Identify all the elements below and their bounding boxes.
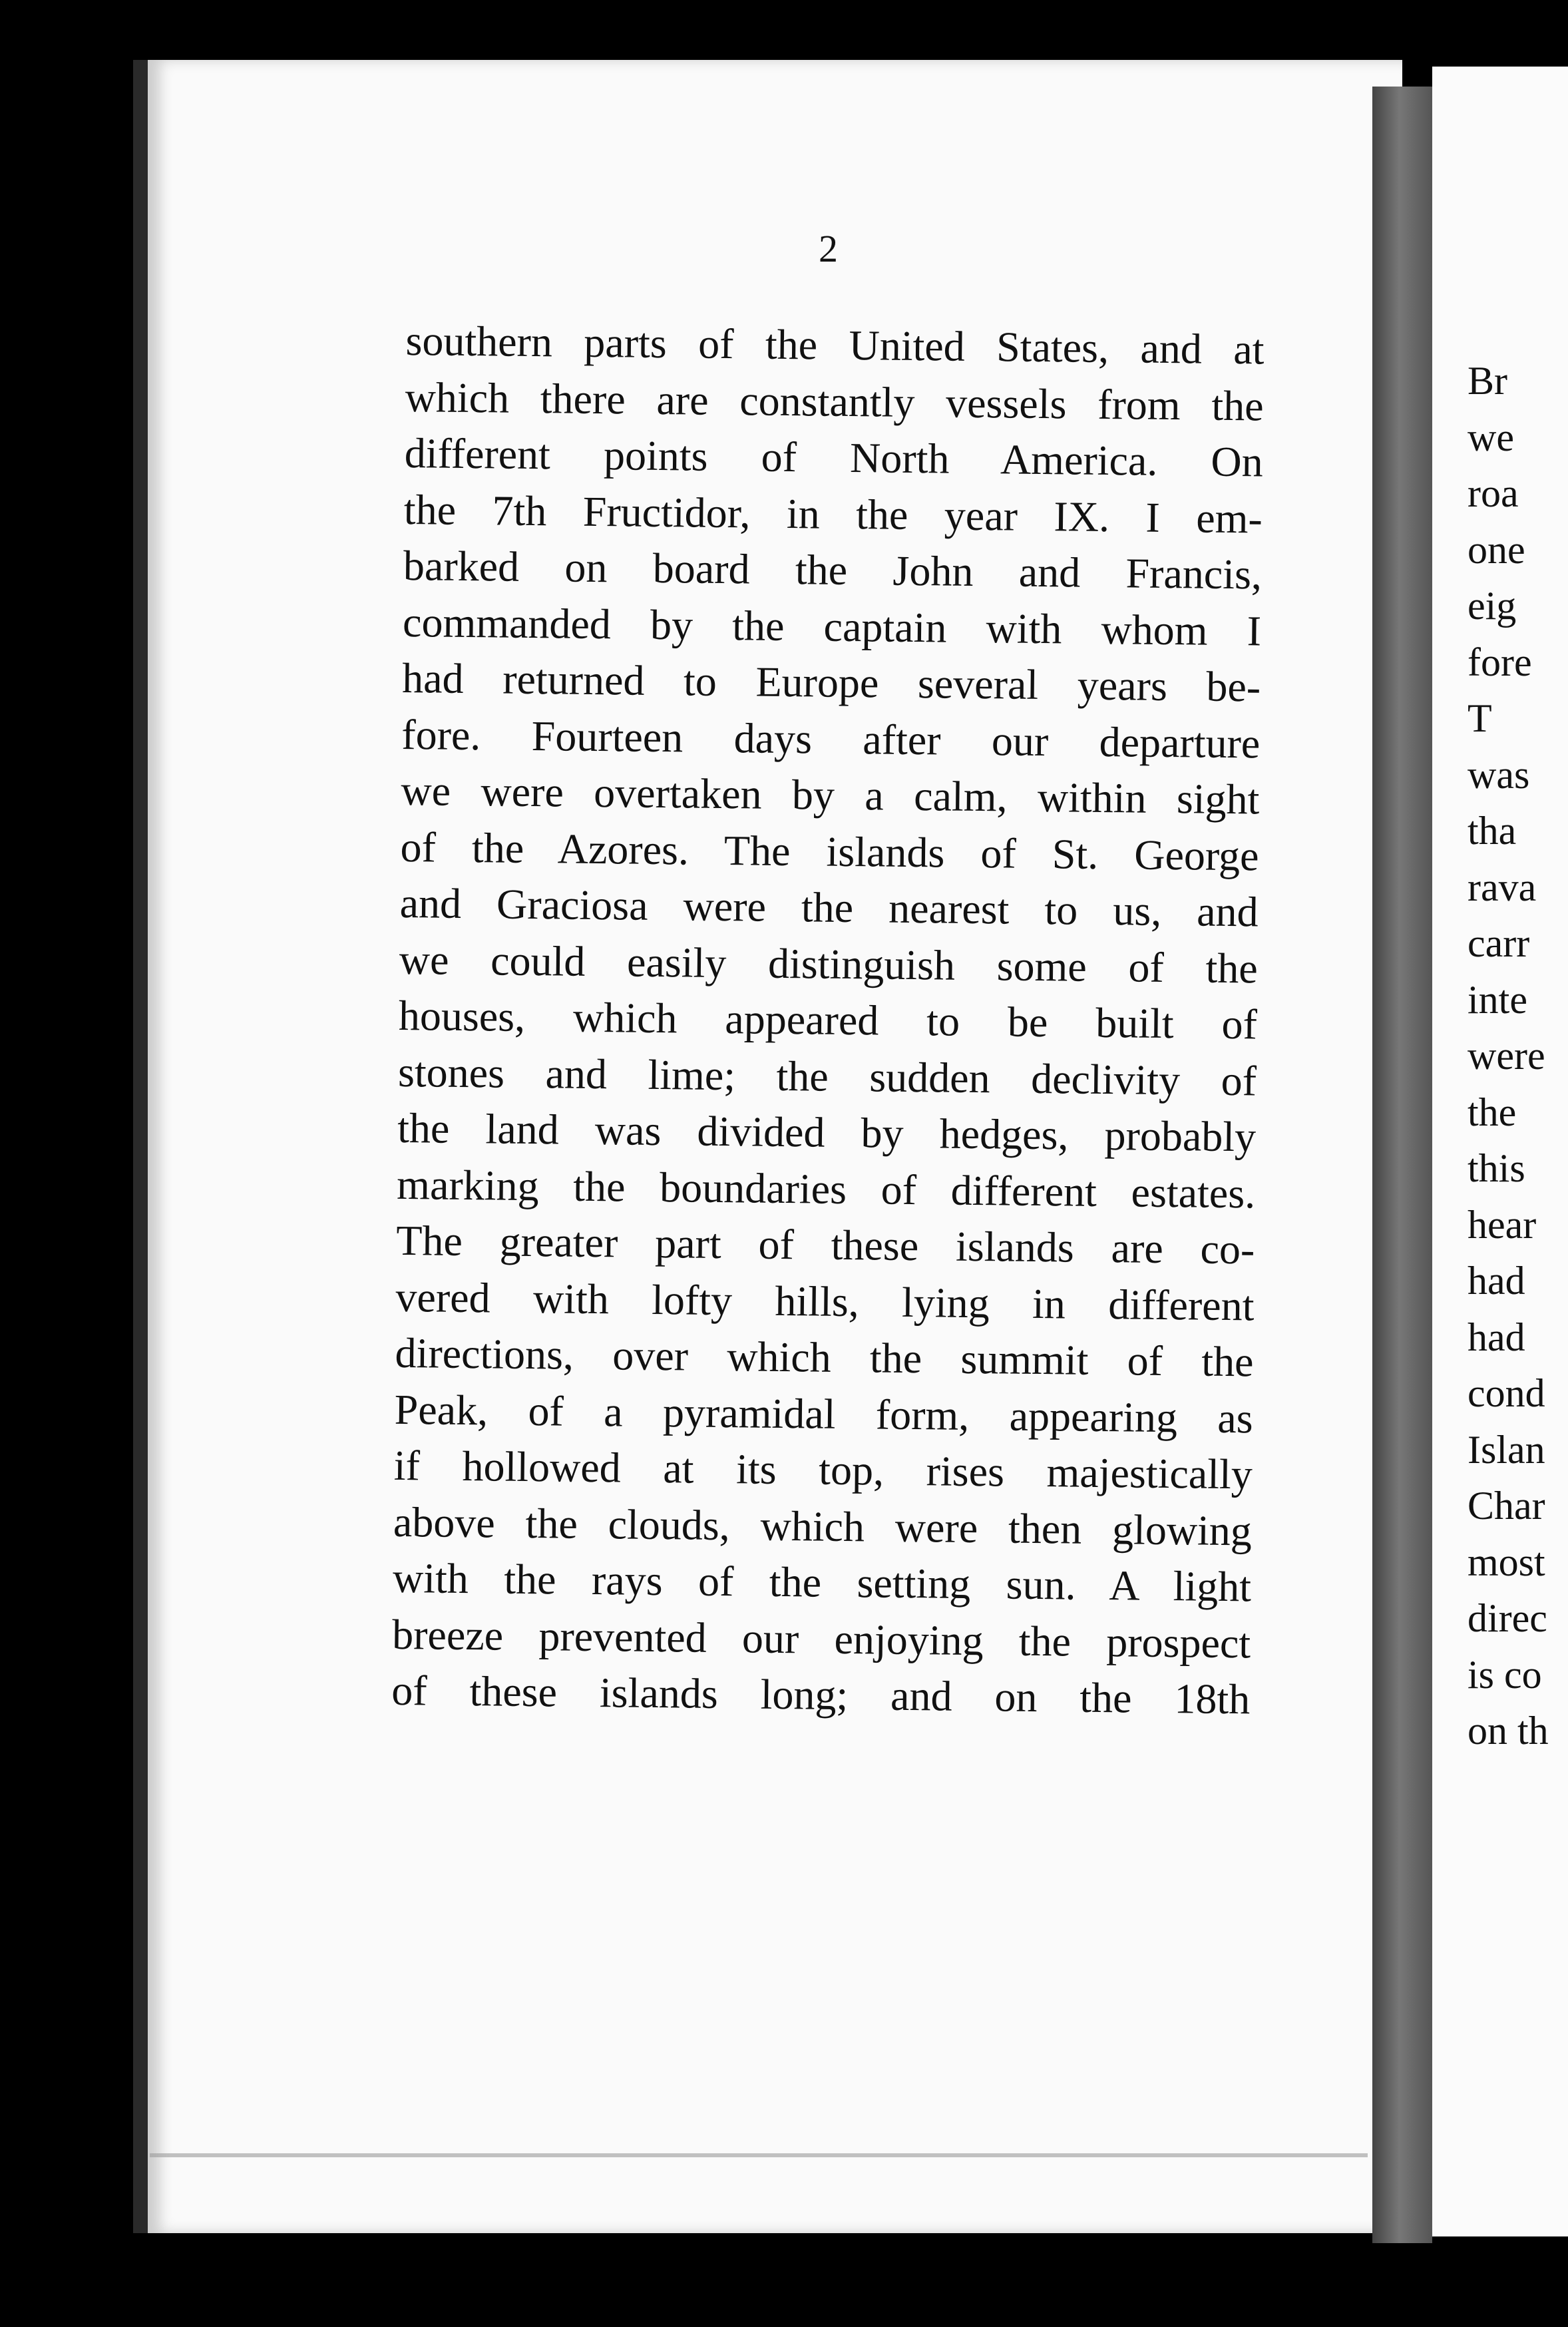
right-text-fragment: T xyxy=(1468,696,1492,740)
text-line: of these islands long; and on the 18th xyxy=(391,1666,1251,1723)
page-bottom-edge xyxy=(150,2153,1368,2157)
book-gutter xyxy=(1372,87,1432,2243)
right-text-fragment: the xyxy=(1468,1090,1517,1134)
right-text-fragment: on th xyxy=(1468,1709,1549,1753)
right-text-fragment: direc xyxy=(1468,1596,1547,1640)
right-text-fragment: most xyxy=(1468,1540,1545,1584)
text-line: The greater part of these islands are co- xyxy=(396,1216,1255,1273)
text-line: we were overtaken by a calm, within sight xyxy=(401,766,1260,823)
right-text-fragment: rava xyxy=(1468,865,1537,909)
text-line: marking the boundaries of different estates. xyxy=(396,1160,1256,1217)
right-text-fragment: cond xyxy=(1468,1371,1545,1415)
page-number: 2 xyxy=(819,227,838,270)
text-line: fore. Fourteen days after our departure xyxy=(401,710,1261,767)
right-text-fragment: had xyxy=(1468,1315,1525,1359)
right-text-fragment: carr xyxy=(1468,921,1530,965)
right-text-fragment: were xyxy=(1468,1034,1545,1078)
right-text-fragment: hear xyxy=(1468,1202,1537,1247)
right-text-fragment: Br xyxy=(1468,359,1507,403)
text-line: and Graciosa were the nearest to us, and xyxy=(399,879,1259,936)
text-line: we could easily distinguish some of the xyxy=(399,935,1259,992)
right-text-fragment: eig xyxy=(1468,584,1517,628)
text-line: above the clouds, which were then glowing xyxy=(393,1498,1253,1554)
text-line: if hollowed at its top, rises majestically xyxy=(393,1441,1253,1498)
right-text-fragment: one xyxy=(1468,527,1525,572)
text-line: commanded by the captain with whom I xyxy=(402,598,1262,654)
right-text-fragment: Char xyxy=(1468,1484,1545,1528)
right-text-fragment: we xyxy=(1468,415,1514,459)
text-line: of the Azores. The islands of St. George xyxy=(400,823,1259,879)
right-text-fragment: Islan xyxy=(1468,1427,1545,1472)
text-line: had returned to Europe several years be- xyxy=(401,654,1261,711)
right-text-fragment: was xyxy=(1468,752,1530,797)
text-line: southern parts of the United States, and at xyxy=(405,316,1265,373)
text-line: directions, over which the summit of the xyxy=(395,1329,1254,1386)
text-line: vered with lofty hills, lying in different xyxy=(395,1273,1255,1329)
text-line: Peak, of a pyramidal form, appearing as xyxy=(394,1385,1254,1442)
right-page-text xyxy=(1468,353,1549,1759)
text-line: houses, which appeared to be built of xyxy=(398,991,1258,1048)
text-line: the land was divided by hedges, probably xyxy=(397,1104,1257,1161)
left-page-text xyxy=(391,313,1265,1728)
right-text-fragment: fore xyxy=(1468,640,1532,684)
right-text-fragment: roa xyxy=(1468,471,1519,515)
text-line: barked on board the John and Francis, xyxy=(403,541,1263,598)
text-line: breeze prevented our enjoying the prospect xyxy=(391,1610,1251,1667)
right-text-fragment: inte xyxy=(1468,977,1527,1022)
text-line: stones and lime; the sudden declivity of xyxy=(397,1048,1257,1104)
right-text-fragment: tha xyxy=(1468,809,1517,853)
text-line: with the rays of the setting sun. A light xyxy=(392,1554,1252,1611)
text-line: which there are constantly vessels from the xyxy=(405,373,1264,429)
right-text-fragment: this xyxy=(1468,1146,1525,1190)
right-text-fragment: is co xyxy=(1468,1652,1542,1697)
text-line: the 7th Fructidor, in the year IX. I em- xyxy=(403,485,1263,542)
text-line: different points of North America. On xyxy=(404,429,1264,486)
right-text-fragment: had xyxy=(1468,1259,1525,1303)
